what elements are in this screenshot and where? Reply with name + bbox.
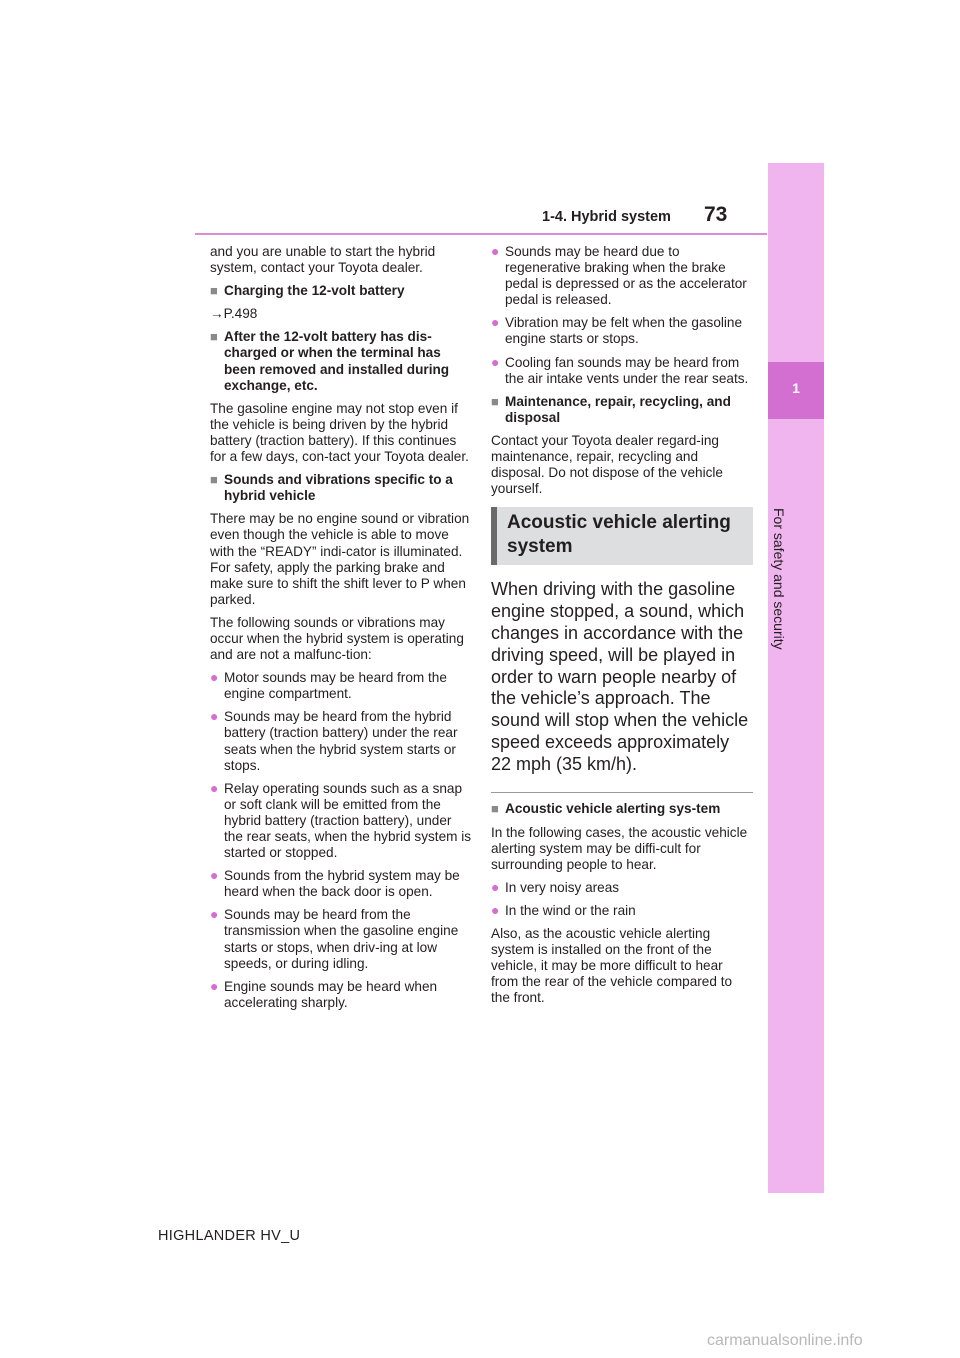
- list-item: ● In very noisy areas: [491, 878, 620, 895]
- footer-model: HIGHLANDER HV_U: [158, 1228, 301, 1244]
- also-paragraph: Also, as the acoustic vehicle alerting system is installed on the front of the vehicle, it may be more difficult to hear from the rear of the vehicle compared to the front.: [491, 926, 733, 1006]
- circle-bullet-icon: ●: [210, 708, 219, 725]
- subheading-after: ■ After the 12-volt battery has dis-charged or when the terminal has been removed and installed during exchange, etc.: [210, 329, 450, 393]
- header-rule: [195, 233, 767, 235]
- page-reference-link[interactable]: →P.498: [210, 306, 258, 322]
- circle-bullet-icon: ●: [491, 314, 500, 331]
- square-bullet-icon: ■: [491, 801, 499, 817]
- sounds-paragraph-1: There may be no engine sound or vibration even though the vehicle is able to move with the “READY” indi-cator is illuminated. For safety, apply the parking brake and make sure to shift the shift lever to P when parked.: [210, 511, 470, 607]
- page-number: 73: [704, 203, 728, 226]
- subheading-sounds: ■ Sounds and vibrations specific to a hybrid vehicle: [210, 472, 453, 504]
- left-column: [210, 244, 472, 1018]
- list-item: ● Relay operating sounds such as a snap or soft clank will be emitted from the hybrid battery (traction battery), under the rear seats, when the hybrid system is started or stopped.: [210, 779, 472, 861]
- maintenance-paragraph: Contact your Toyota dealer regard-ing maintenance, repair, recycling and disposal. Do not dispose of the vehicle yourself.: [491, 432, 723, 497]
- circle-bullet-icon: ●: [210, 779, 219, 796]
- circle-bullet-icon: ●: [491, 243, 500, 259]
- circle-bullet-icon: ●: [210, 906, 219, 923]
- list-item: ● Engine sounds may be heard when accelerating sharply.: [210, 977, 438, 1010]
- sounds-paragraph-2: The following sounds or vibrations may occur when the hybrid system is operating and are not a malfunc-tion:: [210, 614, 464, 663]
- side-tab-number: 1: [792, 380, 800, 396]
- list-item: ● In the wind or the rain: [491, 901, 636, 918]
- square-bullet-icon: ■: [491, 393, 499, 409]
- list-item: ● Sounds from the hybrid system may be heard when the back door is open.: [210, 867, 460, 900]
- circle-bullet-icon: ●: [210, 977, 219, 994]
- circle-bullet-icon: ●: [491, 353, 500, 370]
- section-box-heading: Acoustic vehicle alerting system: [491, 507, 753, 565]
- subheading-maintenance: ■ Maintenance, repair, recycling, and disposal: [491, 393, 731, 425]
- circle-bullet-icon: ●: [491, 878, 500, 895]
- list-item: ● Vibration may be felt when the gasoline engine starts or stops.: [491, 314, 743, 347]
- side-tab: [768, 163, 824, 1193]
- after-paragraph: The gasoline engine may not stop even if the vehicle is being driven by the hybrid battery (traction battery). If this continues for a few days, con-tact your Toyota dealer.: [210, 400, 469, 465]
- subheading-charging: ■ Charging the 12-volt battery: [210, 283, 405, 299]
- square-bullet-icon: ■: [210, 329, 218, 345]
- lead-paragraph: When driving with the gasoline engine stopped, a sound, which changes in accordance with the driving speed, will be played in order to warn people nearby of the vehicle’s approach. The sound will stop when the vehicle speed exceeds approximately 22 mph (35 km/h).: [491, 579, 749, 774]
- subheading-avas: ■ Acoustic vehicle alerting sys-tem: [491, 801, 721, 817]
- right-column: [491, 244, 753, 1014]
- list-item: ● Sounds may be heard from the hybrid battery (traction battery) under the rear seats when the hybrid system starts or stops.: [210, 708, 458, 773]
- side-tab-label: For safety and security: [771, 508, 787, 650]
- circle-bullet-icon: ●: [210, 867, 219, 884]
- intro-paragraph: and you are unable to start the hybrid system, contact your Toyota dealer.: [210, 244, 436, 276]
- list-item: ● Motor sounds may be heard from the engine compartment.: [210, 669, 447, 702]
- list-item: ● Sounds may be heard due to regenerative braking when the brake pedal is depressed or as the accelerator pedal is released.: [491, 243, 747, 308]
- section-title: 1-4. Hybrid system: [542, 209, 671, 225]
- circle-bullet-icon: ●: [210, 669, 219, 686]
- list-item: ● Sounds may be heard from the transmission when the gasoline engine starts or stops, when driv-ing at low speeds, or during idling.: [210, 906, 459, 971]
- circle-bullet-icon: ●: [491, 901, 500, 918]
- square-bullet-icon: ■: [210, 283, 218, 299]
- watermark: carmanualsonline.info: [707, 1332, 863, 1349]
- square-bullet-icon: ■: [210, 472, 218, 488]
- list-item: ● Cooling fan sounds may be heard from the air intake vents under the rear seats.: [491, 353, 749, 386]
- divider: [491, 792, 753, 793]
- avas-paragraph: In the following cases, the acoustic vehicle alerting system may be diffi-cult for surrounding people to hear.: [491, 824, 748, 872]
